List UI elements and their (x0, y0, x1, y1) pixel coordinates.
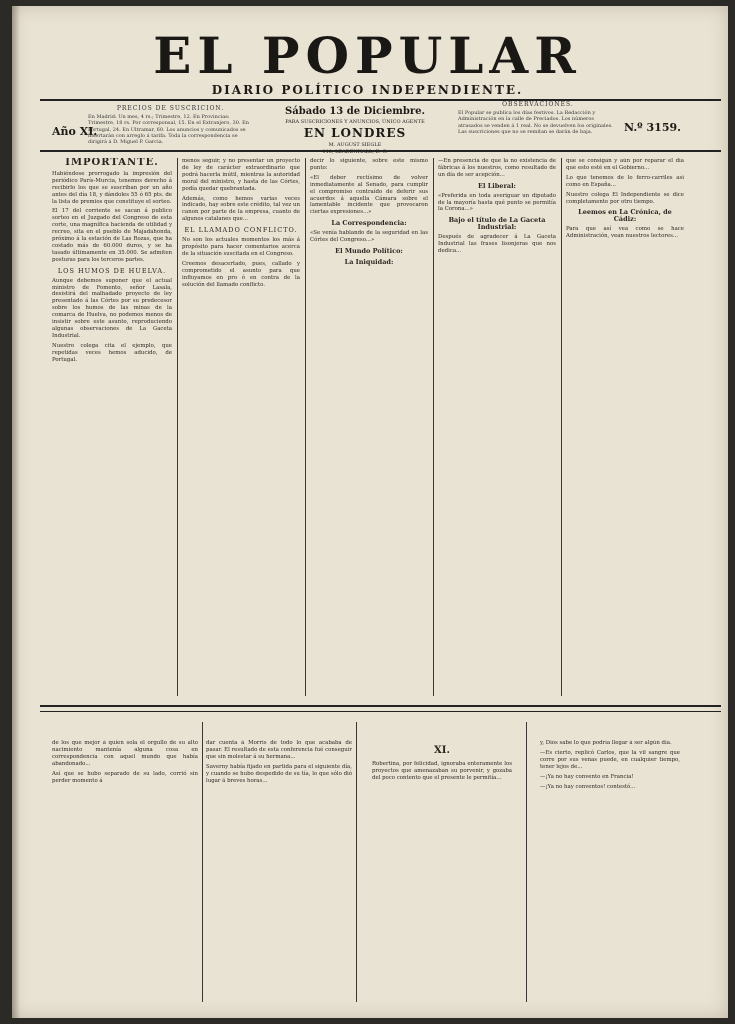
article-paragraph: Además, como hemos varias veces indicado, hay sobre este crédito, tal vez un canon por parte de la empresa, cuanto de algunos catalanes que... (182, 195, 300, 223)
agent-address: 110, LEADENHALL, E. C. (322, 149, 388, 155)
masthead-subtitle: DIARIO POLÍTICO INDEPENDIENTE. (211, 83, 524, 97)
column-divider (305, 158, 306, 696)
column-divider (561, 158, 562, 696)
serial-paragraph: y, Dios sabe lo que podría llegar á ser algún día. (540, 740, 672, 746)
column-divider (177, 158, 178, 696)
chapter-heading: XI. (434, 745, 450, 756)
issue-date: Sábado 13 de Diciembre. (285, 106, 425, 117)
article-heading-conflicto: EL LLAMADO CONFLICTO. (184, 226, 298, 235)
article-paragraph: Lo que tenemos de lo ferro-carriles asi como en España... (566, 174, 684, 188)
article-subheading: La Correspondencia: (331, 219, 407, 228)
serial-paragraph: de los que mejor á quien sola el orgullo de su alto nacimiento mantenía alguna cosa en correspondencia con aquel mundo que había abandonado... (52, 740, 198, 767)
article-paragraph: No son los actuales momentos los más á propósito para hacer comentarios acerca de la situación suscitada en el Congreso. (182, 237, 300, 257)
article-paragraph: Habiéndose prorrogado la impresión del periódico París-Murcia, tenemos derecho á recibirlo los que se suscriban por un año antes del día 18, y dándoles 55 ó 65 pts. de la lista de premios que constituye el sorteo. (52, 170, 172, 205)
article-paragraph: Creemos desacertado, pues, callado y comprometido el asunto para que influyamos en pro ó en contra de la solución del llamado conflicto. (182, 260, 300, 288)
year-label: Año XI. (52, 125, 98, 138)
subscription-prices-box (88, 106, 253, 145)
folletin-rule-top (40, 705, 721, 707)
serial-paragraph: dar cuenta á Morris de todo lo que acababa de pasar. El resultado de esta conferencia fué conseguir que sin molestar á su hermana... (206, 740, 352, 760)
column-divider (356, 722, 357, 1002)
article-column-2 (182, 158, 300, 696)
article-column-5 (566, 158, 684, 696)
serial-paragraph: —Es cierto, replicó Carlos, que la vil sangre que corre por sus venas puede, en cualquier tiempo, tener lejos de... (540, 749, 680, 770)
masthead-title: EL POPULAR (153, 26, 582, 85)
observations-title: OBSERVACIONES. (502, 101, 574, 108)
serial-column-3 (372, 740, 512, 1002)
serial-paragraph: —¡Ya no hay convento en Francia! (540, 773, 634, 780)
article-subheading: La Iniquidad: (344, 257, 394, 266)
article-paragraph: Para que así vea como se hace Administración, vean nuestros lectores... (566, 226, 684, 240)
folletin-rule-thin (40, 711, 721, 712)
article-paragraph: Nuestro colega cita el ejemplo, que repetidas veces hemos aducido, de Portugal. (52, 342, 172, 363)
agent-note: PARA SUSCRICIONES Y ANUNCIOS, ÚNICO AGENTE (285, 119, 425, 125)
date-agent-block (255, 106, 455, 155)
prices-text: En Madrid: Un mes, 4 rs.; Trimestre, 12. En Provincias: Trimestre, 18 rs. Por corresponsal, 15. En el Extranjero, 30. En Portugal, 24. En Ultramar, 60. Los anuncios y comunicados se insertarán con arreglo á tarifa. Toda la correspondencia se dirigirá á D. Miguel P. Garcia. (88, 114, 249, 146)
serial-column-4 (540, 740, 680, 1002)
article-subheading: El Mundo Político: (335, 246, 403, 255)
serial-paragraph: Robertina, por felicidad, ignoraba enteramente los proyectos que amenazaban su porvenir, y gozaba del poco contento que el presente le permitía... (372, 760, 512, 781)
article-paragraph: decir lo siguiente, sobre este mismo punto: (310, 158, 428, 171)
article-subheading: Leemos en La Crónica, de Cádiz: (578, 208, 672, 224)
header-rule-bottom (40, 150, 721, 152)
article-heading-importante: IMPORTANTE. (65, 158, 159, 168)
article-column-1 (52, 158, 172, 696)
article-column-3 (310, 158, 428, 696)
serial-column-2 (206, 740, 352, 1002)
prices-title: PRECIOS DE SUSCRICION. (116, 105, 225, 112)
article-heading-humos: LOS HUMOS DE HUELVA. (57, 266, 167, 275)
article-paragraph: «Se venía hablando de la seguridad en las Córtes del Congreso...» (310, 230, 428, 244)
serial-paragraph: —¡Ya no hay conventos! contestó... (540, 783, 636, 790)
column-divider (526, 722, 527, 1002)
article-subheading: Bajo el título de La Gaceta Industrial: (448, 216, 546, 232)
page-fold-shadow (12, 6, 20, 1018)
header-rule-top (40, 99, 721, 101)
article-paragraph: Después de agradecer á La Gaceta Industrial las frases lisonjeras que nos dedica... (438, 234, 556, 254)
serial-column-1 (52, 740, 198, 1002)
issue-number: N.º 3159. (624, 121, 681, 134)
article-paragraph: «El deber rectísimo de volver inmediatamente al Senado, para cumplir el compromiso contraído de deferir sus acuerdos á aquella Cámara sobre el lamentable incidente que provocaron ciertas expresiones...» (310, 174, 428, 216)
observations-text: El Popular se publica los días festivos. La Redacción y Administración en la calle de Preciados. Los números atrasados se venden á 1 real. No se devuelven los originales. Las suscriciones que no se remitan se darán de baja. (458, 110, 613, 135)
article-paragraph: —En presencia de que la no existencia de fábricas á los nuestros, como resultado de un día de ser acepción... (438, 158, 556, 178)
article-column-4 (438, 158, 556, 696)
agent-city: EN LONDRES (303, 126, 407, 140)
agent-name: M. AUGUST SIEGLE (328, 142, 382, 148)
article-paragraph: menos seguir, y no presentar un proyecto de ley de carácter extraordinario que podrá hacerla inútil, mientras la autoridad moral del ministro, y hasta de las Córtes, podía quedar quebrantada. (182, 158, 300, 192)
column-divider (433, 158, 434, 696)
article-subheading: El Liberal: (478, 181, 516, 190)
column-divider (202, 722, 203, 1002)
observations-box (458, 102, 618, 135)
article-paragraph: que se consigan y aún por reparar el día que esto esté en el Gobierno... (566, 158, 684, 171)
serial-paragraph: Así que se hubo separado de su lado, corrió sin perder momento á (52, 770, 198, 784)
article-paragraph: Aunque debemos suponer que el actual ministro de Fomento, señor Lasala, desistirá del malhadado proyecto de ley presentado á las Córtes por su predecesor sobre los humos de las minas de la comarca de Huelva, no podemos menos de insistir sobre este asunto, reproduciendo algunas observaciones de La Gaceta Industrial. (52, 277, 172, 339)
article-paragraph: «Preferida en toda averiguar un diputado de la mayoría hasta qué punto se permitía la Corona...» (438, 192, 556, 213)
serial-paragraph: Saverny había fijado en partida para el siguiente día, y cuando se hubo despedido de su tía, lo que sólo dió lugar á breves horas... (206, 763, 352, 784)
article-paragraph: El 17 del corriente se sacan á publico sorteo en el Juzgado del Congreso de esta corte, una magnífica hacienda de utilidad y recreo, sita en el pueblo de Majadahonda, próximo á la estación de Las Rozas, que ha costado más de 60.000 duros, y se ha tasado últimamente en 35.000. Se admiten posturas para los terceros partes. (52, 208, 172, 263)
article-paragraph: Nuestro colega El Independiente se dice completamente por otro tiempo. (566, 191, 684, 205)
